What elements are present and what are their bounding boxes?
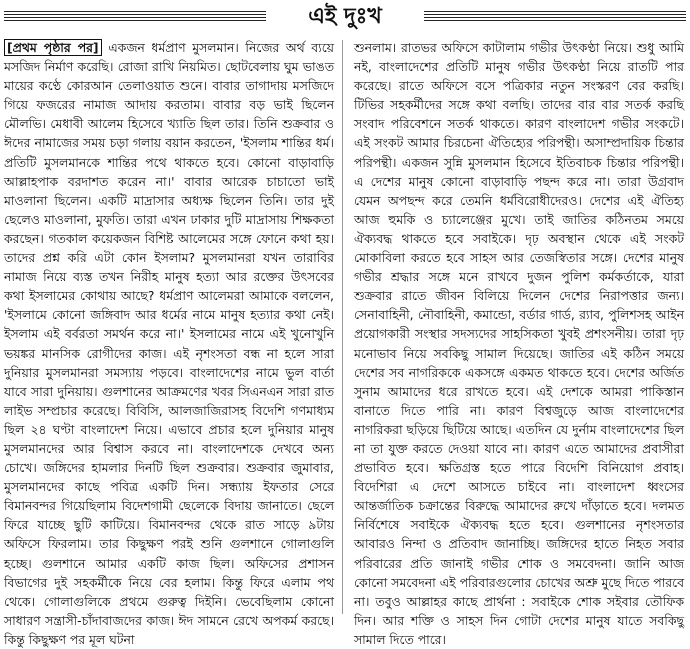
header-rule-left bbox=[4, 11, 266, 22]
column-divider bbox=[342, 40, 343, 614]
article-header bbox=[0, 0, 690, 34]
continued-from-label: [প্রথম পৃষ্ঠার পর] bbox=[4, 39, 102, 56]
paragraph-right bbox=[354, 38, 684, 649]
article-column-left bbox=[4, 38, 334, 647]
paragraph-left bbox=[4, 38, 334, 649]
article-column-right bbox=[354, 38, 684, 647]
body-text-left: একজন ধর্মপ্রাণ মুসলমান। নিজের অর্থ ব্যয়ে মসজিদ নির্মাণ করেছি। রোজা রাখি নিয়মিত। ছোটবেলায় ঘুম ভাঙত মায়ের কণ্ঠে কোরআন তেলাওয়াত শুনে। বাবার তাগাদায় মসজিদে গিয়ে ফজরের নামাজ আদায় করতাম। বাবার বড় ভাই ছিলেন মৌলভি। মেধাবী আলেম হিসেবে খ্যাতি ছিল তার। তিনি শুক্রবার ও ঈদের নামাজের সময় চড়া গলায় বয়ান করতেন, 'ইসলাম শান্তির ধর্ম। প্রতিটি মুসলমানকে শান্তির পথে থাকতে হবে। কোনো বাড়াবাড়ি আল্লাহপাক বরদাশত করেন না।' বাবার আরেক চাচাতো ভাই মাওলানা ছিলেন। একটি মাদ্রাসার অধ্যক্ষ ছিলেন তিনি। তার দুই ছেলেও মাওলানা, মুফতি। তারা এখন ঢাকার দুটি মাদ্রাসায় শিক্ষকতা করছেন। গতকাল কয়েকজন বিশিষ্ট আলেমের সঙ্গে ফোনে কথা হয়। তাদের প্রশ্ন করি এটা কোন ইসলাম? মুসলমানরা যখন তারাবির নামাজ নিয়ে ব্যস্ত তখন নিরীহ মানুষ হত্যা আর রক্তের উৎসবের কথা ইসলামের কোথায় আছে? ধর্মপ্রাণ আলেমরা আমাকে বললেন, 'ইসলামে কোনো জঙ্গিবাদ আর ধর্মের নামে মানুষ হত্যার কথা নেই। ইসলাম এই বর্বরতা সমর্থন করে না।' ইসলামের নামে এই খুনোখুনি ভয়ঙ্কর মানসিক রোগীদের কাজ। এই নৃশংসতা বন্ধ না হলে সারা দুনিয়ার মুসলমানরা সমস্যায় পড়বে। বাংলাদেশের নামে ভুল বার্তা যাবে সারা দুনিয়ায়। গুলশানের আক্রমণের খবর সিএনএন সারা রাত লাইভ সম্প্রচার করেছে। বিবিসি, আলজাজিরাসহ বিদেশি গণমাধ্যম ছিল ২৪ ঘণ্টা বাংলাদেশ নিয়ে। এভাবে প্রচার হলে দুনিয়ার মানুষ মুসলমানদের আর বিশ্বাস করবে না। বাংলাদেশকে দেখবে অন্য চোখে। জঙ্গিদের হামলার দিনটি ছিল শুক্রবার। শুক্রবার জুমাবার, মুসলমানদের কাছে পবিত্র একটি দিন। সন্ধ্যায় ইফতার সেরে বিমানবন্দর গিয়েছিলাম বিদেশগামী ছেলেকে বিদায় জানাতে। ছেলে ফিরে যাচ্ছে ছুটি কাটিয়ে। বিমানবন্দর থেকে রাত সাড়ে ৯টায় অফিসে ফিরলাম। তার কিছুক্ষণ পরই শুনি গুলশানে গোলাগুলি হচ্ছে। গুলশানে আমার একটি কাজ ছিল। অফিসের প্রশাসন বিভাগের দুই সহকর্মীকে নিয়ে বের হলাম। কিন্তু ফিরে এলাম পথ থেকে। গোলাগুলিকে প্রথমে গুরুত্ব দিইনি। ভেবেছিলাম কোনো সাধারণ সন্ত্রাসী-চাঁদাবাজদের কাজ। ঈদ সামনে রেখে অপকর্ম করছে। কিন্তু কিছুক্ষণ পর মূল ঘটনা bbox=[4, 40, 334, 647]
body-text-right: শুনলাম। রাতভর অফিসে কাটালাম গভীর উৎকণ্ঠা নিয়ে। শুধু আমি নই, বাংলাদেশের প্রতিটি মানুষ গভীর উৎকণ্ঠা নিয়ে রাতটি পার করেছে। রাতে অফিসে বসে পত্রিকার নতুন সংস্করণ বের করছি। টিভির সহকর্মীদের সঙ্গে কথা বলছি। তাদের বার বার সতর্ক করছি সংবাদ পরিবেশনে সতর্ক থাকতে। কারণ বাংলাদেশ গভীর সংকটে। এই সংকট আমার চিরচেনা ঐতিহ্যের পরিপন্থী। অসাম্প্রদায়িক চিন্তার পরিপন্থী। একজন সুন্নি মুসলমান হিসেবে ইতিবাচক চিন্তার পরিপন্থী। এ দেশের মানুষ কোনো বাড়াবাড়ি পছন্দ করে না। তারা উগ্রবাদ যেমন অপছন্দ করে তেমনি ধর্মবিরোধীদেরও। দেশের এই ঐতিহ্য আজ হুমকি ও চ্যালেঞ্জের মুখে। তাই জাতির কঠিনতম সময়ে ঐক্যবদ্ধ থাকতে হবে সবাইকে। দৃঢ় অবস্থান থেকে এই সংকট মোকাবিলা করতে হবে সাহস আর তেজস্বিতার সঙ্গে। দেশের মানুষ গভীর শ্রদ্ধার সঙ্গে মনে রাখবে দুজন পুলিশ কর্মকর্তাকে, যারা শুক্রবার রাতে জীবন বিলিয়ে দিলেন দেশের নিরাপত্তার জন্য। সেনাবাহিনী, নৌবাহিনী, কমান্ডো, বর্ডার গার্ড, র‌্যাব, পুলিশসহ আইন প্রয়োগকারী সংস্থার সদস্যদের সাহসিকতা খুবই প্রশংসনীয়। তারা দৃঢ় মনোভাব নিয়ে সবকিছু সামাল দিয়েছে। জাতির এই কঠিন সময়ে দেশের সব নাগরিককে একসঙ্গে একমত থাকতে হবে। দেশের অর্জিত সুনাম আমাদের ধরে রাখতে হবে। এই দেশকে আমরা পাকিস্তান বানাতে দিতে পারি না। কারণ বিশ্বজুড়ে আজ বাংলাদেশের নাগরিকরা ছড়িয়ে ছিটিয়ে আছে। এতদিন যে দুর্নাম বাংলাদেশের ছিল না তা যুক্ত করতে দেওয়া যাবে না। কারণ এতে আমাদের প্রবাসীরা প্রভাবিত হবে। ক্ষতিগ্রস্ত হতে পারে বিদেশি বিনিয়োগ প্রবাহ। বিদেশিরা এ দেশে আসতে চাইবে না। বাংলাদেশ ধ্বংসের আন্তর্জাতিক চক্রান্তের বিরুদ্ধে আমাদের রুখে দাঁড়াতে হবে। দলমত নির্বিশেষে সবাইকে ঐক্যবদ্ধ হতে হবে। গুলশানের নৃশংসতার আবারও নিন্দা ও প্রতিবাদ জানাচ্ছি। জঙ্গিদের হাতে নিহত সবার পরিবারের প্রতি জানাই গভীর শোক ও সমবেদনা। জানি আজ কোনো সমবেদনা এই পরিবারগুলোর চোখের অশ্রু মুছে দিতে পারবে না। তবুও আল্লাহর কাছে প্রার্থনা : সবাইকে শোক সইবার তৌফিক দিন। আর শক্তি ও সাহস দিন গোটা দেশের মানুষ যাতে সবকিছু সামাল দিতে পারে। bbox=[354, 40, 684, 647]
header-rule-right bbox=[424, 11, 686, 22]
headline: এই দুঃখ bbox=[308, 4, 382, 29]
